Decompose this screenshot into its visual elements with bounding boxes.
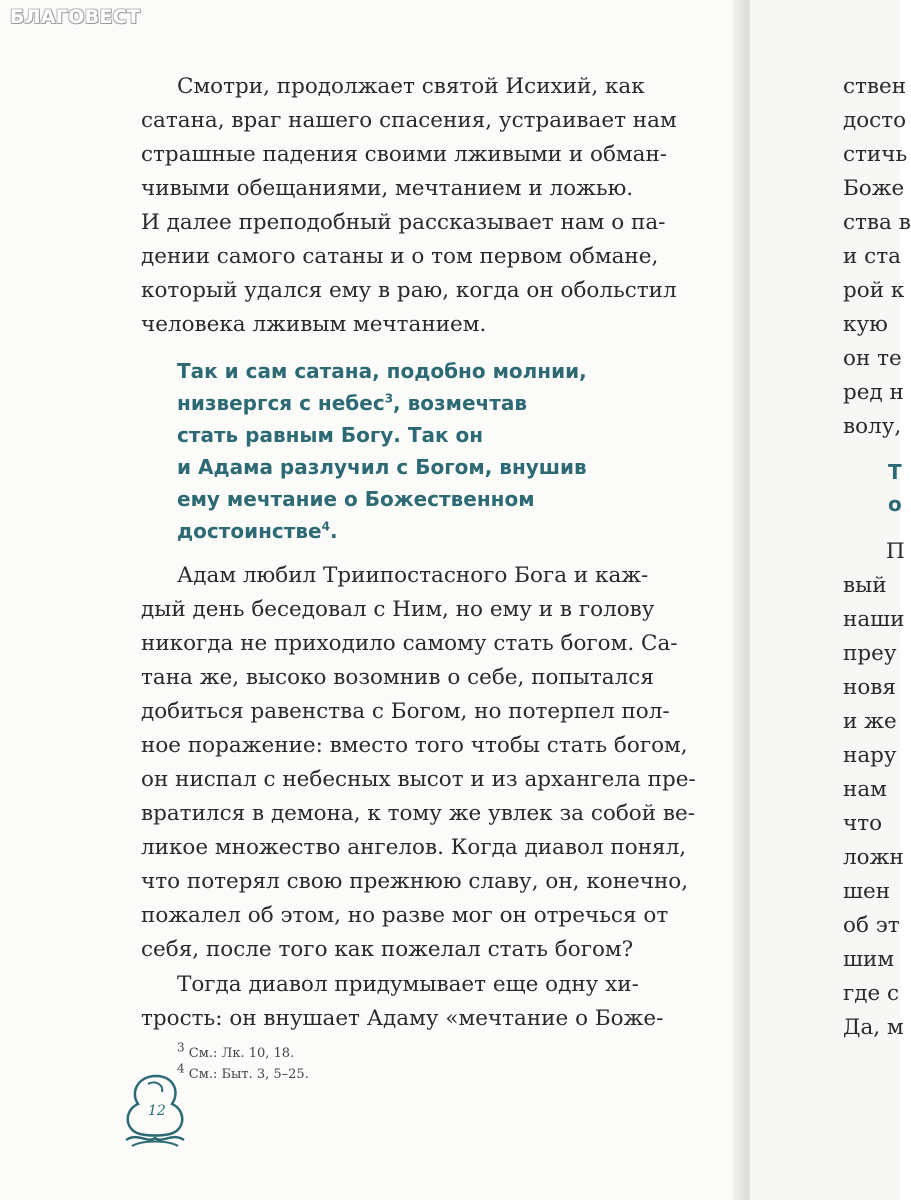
text-line: вратился в демона, к тому же увлек за собой ве- [141,801,695,826]
bold-fragment: Т [888,460,902,484]
text-line: Адам любил Триипостасного Бога и каж- [177,563,649,588]
text-fragment: об эт [843,913,900,938]
text-fragment: вый [843,573,887,598]
text-fragment: кую [843,312,888,337]
text-fragment: ложн [843,845,904,870]
footnote-number: 3 [177,1040,185,1055]
text-line: Смотри, продолжает святой Исихий, как [177,74,645,99]
text-line: трость: он внушает Адаму «мечтание о Боже- [141,1006,664,1031]
text-line: добиться равенства с Богом, но потерпел пол- [141,699,670,724]
text-fragment: досто [843,108,907,133]
text-line: чивыми обещаниями, мечтанием и ложью. [141,176,634,201]
bold-fragment: о [888,492,902,516]
text-line: ное поражение: вместо того чтобы стать богом, [141,733,688,758]
text-fragment: ред н [843,380,904,405]
quote-text: , возмечтав [393,391,528,415]
text-line: страшные падения своими лживыми и обман- [141,142,668,167]
quote-text: низвергся с небес [177,391,385,415]
page-number: 12 [148,1103,166,1119]
quote-line [177,391,527,415]
quote-line [177,519,338,543]
footnote [177,1040,309,1067]
text-fragment: рой к [843,278,905,303]
footnote-ref: 3 [384,391,394,406]
text-fragment: П [886,539,905,564]
text-line: он ниспал с небесных высот и из архангела пре- [141,767,696,792]
text-fragment: он те [843,346,902,371]
footnote-number: 4 [177,1061,185,1076]
text-line: человека лживым мечтанием. [141,312,487,337]
text-fragment: шим [843,947,895,972]
text-line: себя, после того как пожелал стать богом? [141,937,634,962]
text-fragment: что [843,811,883,836]
quote-line: и Адама разлучил с Богом, внушив [177,455,587,479]
text-fragment: Боже [843,176,905,201]
text-line: И далее преподобный рассказывает нам о па- [141,210,666,235]
quote-line: Так и сам сатана, подобно молнии, [177,359,587,383]
text-fragment: нам [843,777,887,802]
quote-text: достоинстве [177,519,322,543]
quote-line: ему мечтание о Божественном [177,487,535,511]
watermark: БЛАГОВЕСТ [10,6,141,28]
footnote-text: См.: Быт. 3, 5–25. [188,1067,309,1082]
text-line: сатана, враг нашего спасения, устраивает нам [141,108,677,133]
text-line: дый день беседовал с Ним, но ему и в голову [141,597,655,622]
text-line: ликое множество ангелов. Когда диавол понял, [141,835,687,860]
text-line: дении самого сатаны и о том первом обмане, [141,244,659,269]
text-fragment: ства в [843,210,911,235]
text-line: который удался ему в раю, когда он обольстил [141,278,677,303]
footnote [177,1061,309,1088]
text-fragment: и же [843,709,897,734]
quote-text: . [329,519,338,543]
text-fragment: преу [843,641,897,666]
text-fragment: нару [843,743,897,768]
text-line: никогда не приходило самому стать богом. Са- [141,631,678,656]
footnote-ref: 4 [321,519,330,534]
text-fragment: наши [843,607,905,632]
footnotes [177,1040,309,1088]
footnote-text: См.: Лк. 10, 18. [188,1046,295,1061]
text-fragment: шен [843,879,891,904]
text-line: что потерял свою прежнюю славу, он, конечно, [141,869,689,894]
text-fragment: где с [843,981,900,1006]
text-fragment: стичь [843,142,908,167]
text-line: пожалел об этом, но разве мог он отречься от [141,903,669,928]
text-line: тана же, высоко возомнив о себе, попытался [141,665,654,690]
text-fragment: новя [843,675,896,700]
text-fragment: волу, [843,414,902,439]
text-fragment: Да, м [843,1015,904,1040]
text-fragment: и ста [843,244,901,269]
text-fragment: ствен [843,74,907,99]
text-line: Тогда диавол придумывает еще одну хи- [177,972,639,997]
quote-line: стать равным Богу. Так он [177,423,484,447]
